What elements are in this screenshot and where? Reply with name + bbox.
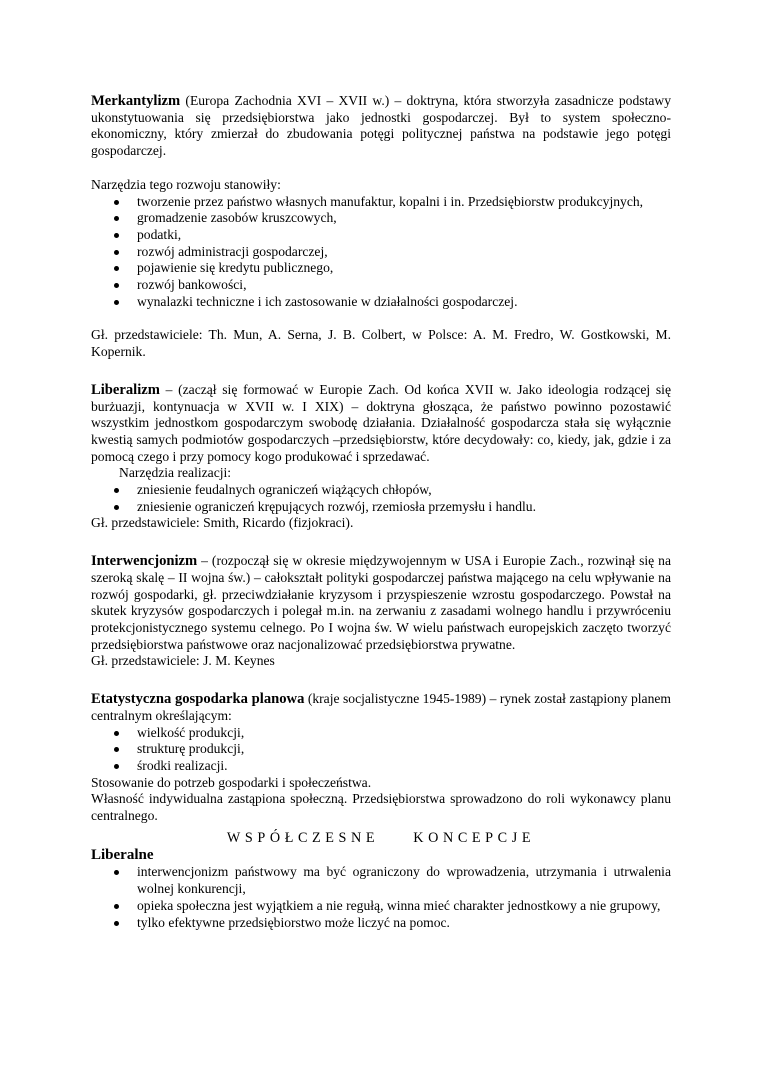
merkantylizm-tools-intro: Narzędzia tego rozwoju stanowiły:: [91, 176, 281, 192]
etatystyczna-line2: Własność indywidualna zastąpiona społeczną. Przedsiębiorstwa sprowadzono do roli wykonawcy planu centralnego.: [91, 791, 671, 824]
liberalizm-paragraph: [91, 382, 671, 466]
list-item: podatki,: [91, 227, 671, 244]
liberalizm-text: – (zaczął się formować w Europie Zach. Od końca XVII w. Jako ideologia rodzącej się burżuazji, kontynuacja w XVII w. I XIX) – doktryna głosząca, że państwo powinno pozostawić wszystkim jednostkom gospodarczym swobodę działania. Działalność gospodarcza stała się wyłącznie kwestią samych podmiotów gospodarczych –przedsiębiorstw, które decydowały: co, kiedy, jak, gdzie i za pomocą czego i przy pomocy kogo produkować i sprzedawać.: [91, 381, 671, 464]
liberalizm-tools-list: [91, 482, 671, 515]
liberalne-list: [91, 864, 671, 931]
interwencjonizm-representatives: Gł. przedstawiciele: J. M. Keynes: [91, 653, 275, 669]
section-heading: WSPÓŁCZESNE KONCEPCJE: [226, 829, 536, 846]
merkantylizm-paragraph: [91, 93, 671, 160]
etatystyczna-text: (kraje socjalistyczne 1945-1989) – rynek został zastąpiony planem centralnym określającym:: [91, 691, 671, 723]
document-content: [91, 93, 671, 931]
list-item: rozwój bankowości,: [91, 277, 671, 294]
merkantylizm-tools-list: [91, 194, 671, 311]
etatystyczna-list: [91, 725, 671, 775]
list-item: opieka społeczna jest wyjątkiem a nie regułą, winna mieć charakter jednostkowy a nie grupowy,: [91, 898, 671, 915]
etatystyczna-line1: Stosowanie do potrzeb gospodarki i społeczeństwa.: [91, 774, 372, 790]
etatystyczna-paragraph: [91, 691, 671, 724]
list-item: tworzenie przez państwo własnych manufaktur, kopalni i in. Przedsiębiorstw produkcyjnych,: [91, 194, 671, 211]
list-item: wielkość produkcji,: [91, 725, 671, 742]
list-item: interwencjonizm państwowy ma być ograniczony do wprowadzenia, utrzymania i utrwalenia wolnej konkurencji,: [91, 864, 671, 897]
liberalizm-term: Liberalizm: [91, 381, 160, 398]
liberalne-subheading: Liberalne: [91, 847, 154, 864]
list-item: rozwój administracji gospodarczej,: [91, 244, 671, 261]
interwencjonizm-term: Interwencjonizm: [91, 553, 198, 570]
list-item: pojawienie się kredytu publicznego,: [91, 260, 671, 277]
etatystyczna-term: Etatystyczna gospodarka planowa: [91, 691, 305, 708]
liberalizm-tools-intro: Narzędzia realizacji:: [119, 465, 232, 481]
list-item: wynalazki techniczne i ich zastosowanie w działalności gospodarczej.: [91, 294, 671, 311]
list-item: gromadzenie zasobów kruszcowych,: [91, 210, 671, 227]
list-item: środki realizacji.: [91, 758, 671, 775]
list-item: zniesienie ograniczeń krępujących rozwój, rzemiosła przemysłu i handlu.: [91, 499, 671, 516]
interwencjonizm-paragraph: [91, 553, 671, 653]
list-item: strukturę produkcji,: [91, 741, 671, 758]
merkantylizm-text: (Europa Zachodnia XVI – XVII w.) – doktryna, która stworzyła zasadnicze podstawy ukonstytuowania się przedsiębiorstwa jako jednostki gospodarczej. Był to system społeczno-ekonomiczny, który zmierzał do zbudowania potęgi politycznej państwa na podstawie jego potęgi gospodarczej.: [91, 93, 671, 159]
interwencjonizm-text: – (rozpoczął się w okresie międzywojennym w USA i Europie Zach., rozwinął się na szeroką skalę – II wojna św.) – całokształt polityki gospodarczej państwa mającego na celu wpływanie na rozwój gospodarki, gł. przeciwdziałanie kryzysom i przyspieszenie wzrostu gospodarczego. Powstał na skutek kryzysów gospodarczych i polegał m.in. na zerwaniu z zasadami wolnego handlu i przywróceniu protekcjonistycznego systemu celnego. Po I wojna św. W wielu państwach europejskich zaczęto tworzyć przedsiębiorstwa państwowe oraz nacjonalizować przedsiębiorstwa prywatne.: [91, 553, 671, 652]
list-item: tylko efektywne przedsiębiorstwo może liczyć na pomoc.: [91, 915, 671, 932]
list-item: zniesienie feudalnych ograniczeń wiążących chłopów,: [91, 482, 671, 499]
merkantylizm-representatives: Gł. przedstawiciele: Th. Mun, A. Serna, J. B. Colbert, w Polsce: A. M. Fredro, W. Gostkowski, M. Kopernik.: [91, 327, 671, 360]
liberalizm-representatives: Gł. przedstawiciele: Smith, Ricardo (fizjokraci).: [91, 515, 354, 531]
merkantylizm-term: Merkantylizm: [91, 93, 181, 109]
